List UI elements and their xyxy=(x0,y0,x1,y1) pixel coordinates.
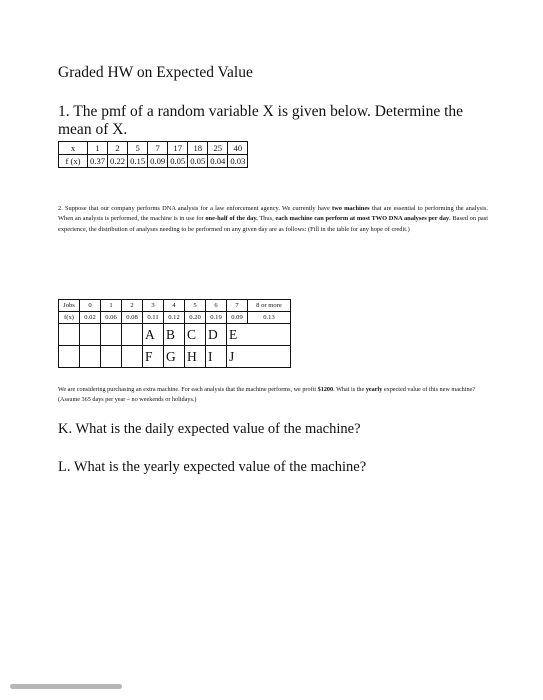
pmf-table-2-fx-row xyxy=(59,312,291,324)
x-value-cell: 40 xyxy=(228,142,248,155)
q2-text-part: 2. Suppose that our company performs DNA analysis for a law enforcement agency. We currently have xyxy=(58,205,332,212)
answer-cell-h: H xyxy=(185,346,206,368)
answer-cell-f: F xyxy=(143,346,164,368)
jobs-cell: 1 xyxy=(101,300,122,312)
pmf-table-2-letters-row-2 xyxy=(59,346,291,368)
fx-value-cell: 0.15 xyxy=(128,155,148,168)
jobs-cell: 4 xyxy=(164,300,185,312)
x-value-cell: 2 xyxy=(108,142,128,155)
blank-cell xyxy=(122,346,143,368)
q2-bold-capacity: each machine can perform at most TWO DNA analyses per day xyxy=(275,215,450,223)
pmf-table-1-fx-row xyxy=(59,155,248,168)
pmf-table-1 xyxy=(58,141,248,168)
jobs-cell: 2 xyxy=(122,300,143,312)
note-bold-yearly: yearly xyxy=(365,386,383,393)
question-2-text xyxy=(58,204,488,235)
machine-purchase-note xyxy=(58,385,488,405)
blank-cell xyxy=(101,324,122,346)
blank-cell xyxy=(122,324,143,346)
answer-cell-d: D xyxy=(206,324,227,346)
row-header-x: x xyxy=(59,142,88,155)
q2-text-part: that are essential to performing the analysis. When an analysis is performed, the machine is in use for xyxy=(58,205,488,223)
horizontal-scrollbar[interactable] xyxy=(10,684,122,689)
question-1-text: 1. The pmf of a random variable X is given below. Determine the mean of X. xyxy=(58,103,464,138)
row-header-fx: f(x) xyxy=(59,312,80,324)
q2-text-part: Thus, xyxy=(257,215,276,223)
fx-cell: 0.19 xyxy=(206,312,227,324)
pmf-table-2-letters-row-1 xyxy=(59,324,291,346)
fx-cell: 0.12 xyxy=(164,312,185,324)
q2-bold-two-machines: two machines xyxy=(332,205,370,212)
fx-cell: 0.09 xyxy=(227,312,248,324)
pmf-table-2-jobs-row xyxy=(59,300,291,312)
fx-value-cell: 0.03 xyxy=(228,155,248,168)
fx-cell: 0.13 xyxy=(248,312,291,324)
note-text-part: expected value of this new machine? (Assume 365 days per year – no weekends or holidays.) xyxy=(58,386,476,403)
note-text-part: . What is the xyxy=(333,386,366,393)
jobs-cell: 0 xyxy=(80,300,101,312)
jobs-cell: 5 xyxy=(185,300,206,312)
blank-cell xyxy=(80,324,101,346)
answer-cell-b: B xyxy=(164,324,185,346)
question-k: K. What is the daily expected value of the machine? xyxy=(58,421,361,437)
x-value-cell: 17 xyxy=(168,142,188,155)
blank-cell xyxy=(59,346,80,368)
jobs-cell: 7 xyxy=(227,300,248,312)
fx-value-cell: 0.09 xyxy=(148,155,168,168)
fx-value-cell: 0.37 xyxy=(88,155,108,168)
answer-cell-e: E xyxy=(227,324,291,346)
q2-text-part: . Based on past experience, the distribution of analyses needing to be performed on any given day are as follows: (Fill in the table for any hope of credit.) xyxy=(58,215,488,233)
note-text-part: We are considering purchasing an extra machine. For each analysis that the machine performs, we profit xyxy=(58,386,318,393)
fx-value-cell: 0.05 xyxy=(168,155,188,168)
fx-value-cell: 0.04 xyxy=(208,155,228,168)
fx-cell: 0.20 xyxy=(185,312,206,324)
x-value-cell: 5 xyxy=(128,142,148,155)
x-value-cell: 1 xyxy=(88,142,108,155)
blank-cell xyxy=(101,346,122,368)
x-value-cell: 7 xyxy=(148,142,168,155)
fx-value-cell: 0.22 xyxy=(108,155,128,168)
x-value-cell: 18 xyxy=(188,142,208,155)
page-title: Graded HW on Expected Value xyxy=(58,64,253,81)
fx-value-cell: 0.05 xyxy=(188,155,208,168)
x-value-cell: 25 xyxy=(208,142,228,155)
jobs-cell: 3 xyxy=(143,300,164,312)
answer-cell-i: I xyxy=(206,346,227,368)
answer-cell-j: J xyxy=(227,346,291,368)
fx-cell: 0.02 xyxy=(80,312,101,324)
answer-cell-a: A xyxy=(143,324,164,346)
fx-cell: 0.11 xyxy=(143,312,164,324)
pmf-table-1-x-row xyxy=(59,142,248,155)
q2-bold-half-day: one-half of the day. xyxy=(205,215,258,223)
jobs-cell: 8 or more xyxy=(248,300,291,312)
note-bold-profit: $1200 xyxy=(317,386,334,393)
pmf-table-2 xyxy=(58,299,291,368)
row-header-fx: f (x) xyxy=(59,155,88,168)
answer-cell-g: G xyxy=(164,346,185,368)
blank-cell xyxy=(80,346,101,368)
question-l: L. What is the yearly expected value of the machine? xyxy=(58,459,367,475)
blank-cell xyxy=(59,324,80,346)
fx-cell: 0.06 xyxy=(101,312,122,324)
fx-cell: 0.08 xyxy=(122,312,143,324)
answer-cell-c: C xyxy=(185,324,206,346)
row-header-jobs: Jobs xyxy=(59,300,80,312)
jobs-cell: 6 xyxy=(206,300,227,312)
